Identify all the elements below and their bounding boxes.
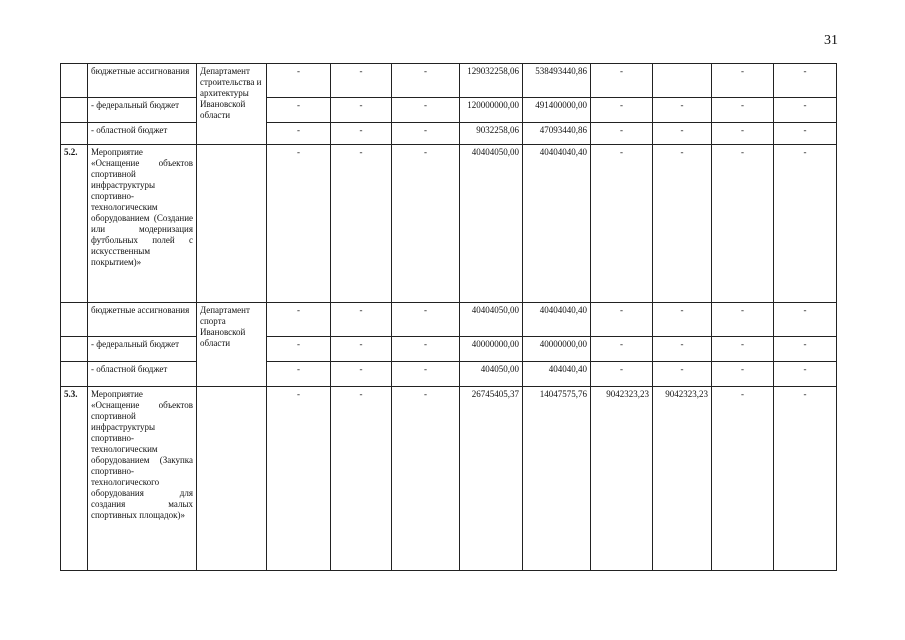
row-number — [61, 362, 88, 387]
cell-value: - — [267, 337, 331, 362]
cell-value: - — [712, 98, 774, 123]
cell-value: - — [653, 337, 712, 362]
cell-value: - — [653, 98, 712, 123]
cell-value: 40404050,00 — [460, 145, 523, 303]
table-row — [61, 362, 837, 387]
row-name: - областной бюджет — [88, 362, 197, 387]
cell-value: - — [712, 303, 774, 337]
cell-value: - — [392, 362, 460, 387]
row-name: - федеральный бюджет — [88, 98, 197, 123]
cell-value: - — [392, 387, 460, 571]
cell-value: - — [774, 337, 837, 362]
cell-value: 47093440,86 — [523, 123, 591, 145]
cell-value: - — [591, 362, 653, 387]
table-row — [61, 337, 837, 362]
cell-value: - — [591, 303, 653, 337]
cell-value: 14047575,76 — [523, 387, 591, 571]
cell-value: - — [392, 98, 460, 123]
cell-value: - — [653, 145, 712, 303]
cell-value: - — [392, 123, 460, 145]
cell-value: - — [774, 64, 837, 98]
table-row — [61, 64, 837, 98]
cell-value: 40000000,00 — [460, 337, 523, 362]
table-row — [61, 387, 837, 571]
cell-value: - — [653, 123, 712, 145]
cell-value: 40404040,40 — [523, 303, 591, 337]
cell-value: - — [653, 303, 712, 337]
cell-value: - — [774, 303, 837, 337]
cell-value: - — [774, 123, 837, 145]
cell-value: 26745405,37 — [460, 387, 523, 571]
cell-value: - — [712, 337, 774, 362]
cell-value: - — [267, 303, 331, 337]
cell-value: - — [392, 303, 460, 337]
row-number — [61, 337, 88, 362]
cell-value: - — [712, 387, 774, 571]
cell-value: - — [712, 64, 774, 98]
cell-value: - — [653, 362, 712, 387]
cell-value: - — [392, 337, 460, 362]
cell-value: - — [774, 145, 837, 303]
row-number — [61, 98, 88, 123]
cell-value: - — [392, 64, 460, 98]
cell-value: - — [331, 337, 392, 362]
cell-value — [653, 64, 712, 98]
row-name: Мероприятие «Оснащение объектов спортивной инфраструктуры спортивно-технологическим оборудованием (Закупка спортивно-технологического оборудования для создания малых спортивных площадок)» — [88, 387, 197, 571]
cell-value: - — [267, 123, 331, 145]
cell-value: 40000000,00 — [523, 337, 591, 362]
cell-value: - — [331, 145, 392, 303]
table-row — [61, 303, 837, 337]
executor-cell — [197, 145, 267, 303]
table-row — [61, 98, 837, 123]
cell-value: 404040,40 — [523, 362, 591, 387]
page-number: 31 — [824, 33, 838, 48]
cell-value: 404050,00 — [460, 362, 523, 387]
row-name: бюджетные ассигнования — [88, 64, 197, 98]
row-name: Мероприятие «Оснащение объектов спортивной инфраструктуры спортивно-технологическим оборудованием (Создание или модернизация футбольных полей с искусственным покрытием)» — [88, 145, 197, 303]
cell-value: - — [331, 64, 392, 98]
cell-value: - — [331, 303, 392, 337]
cell-value: - — [267, 362, 331, 387]
cell-value: - — [331, 387, 392, 571]
cell-value: - — [591, 64, 653, 98]
executor-cell: Департамент строительства и архитектуры Ивановской области — [197, 64, 267, 145]
cell-value: - — [392, 145, 460, 303]
cell-value: - — [712, 145, 774, 303]
cell-value: - — [591, 123, 653, 145]
cell-value: - — [331, 362, 392, 387]
cell-value: - — [331, 98, 392, 123]
cell-value: - — [591, 337, 653, 362]
row-number: 5.2. — [61, 145, 88, 303]
table-row — [61, 145, 837, 303]
row-name: - федеральный бюджет — [88, 337, 197, 362]
cell-value: 9032258,06 — [460, 123, 523, 145]
row-number: 5.3. — [61, 387, 88, 571]
cell-value: 491400000,00 — [523, 98, 591, 123]
cell-value: - — [712, 123, 774, 145]
cell-value: - — [267, 145, 331, 303]
executor-cell — [197, 387, 267, 571]
row-number — [61, 303, 88, 337]
cell-value: 40404050,00 — [460, 303, 523, 337]
cell-value: - — [774, 387, 837, 571]
cell-value: - — [267, 98, 331, 123]
cell-value: - — [331, 123, 392, 145]
table-row — [61, 123, 837, 145]
row-name: - областной бюджет — [88, 123, 197, 145]
cell-value: - — [591, 145, 653, 303]
row-name: бюджетные ассигнования — [88, 303, 197, 337]
cell-value: - — [774, 362, 837, 387]
cell-value: - — [267, 387, 331, 571]
row-number — [61, 123, 88, 145]
cell-value: - — [267, 64, 331, 98]
executor-cell: Департамент спорта Ивановской области — [197, 303, 267, 387]
cell-value: 9042323,23 — [591, 387, 653, 571]
cell-value: 9042323,23 — [653, 387, 712, 571]
cell-value: - — [712, 362, 774, 387]
cell-value: 129032258,06 — [460, 64, 523, 98]
budget-table — [60, 63, 837, 571]
row-number — [61, 64, 88, 98]
cell-value: 120000000,00 — [460, 98, 523, 123]
cell-value: - — [591, 98, 653, 123]
cell-value: - — [774, 98, 837, 123]
cell-value: 538493440,86 — [523, 64, 591, 98]
cell-value: 40404040,40 — [523, 145, 591, 303]
